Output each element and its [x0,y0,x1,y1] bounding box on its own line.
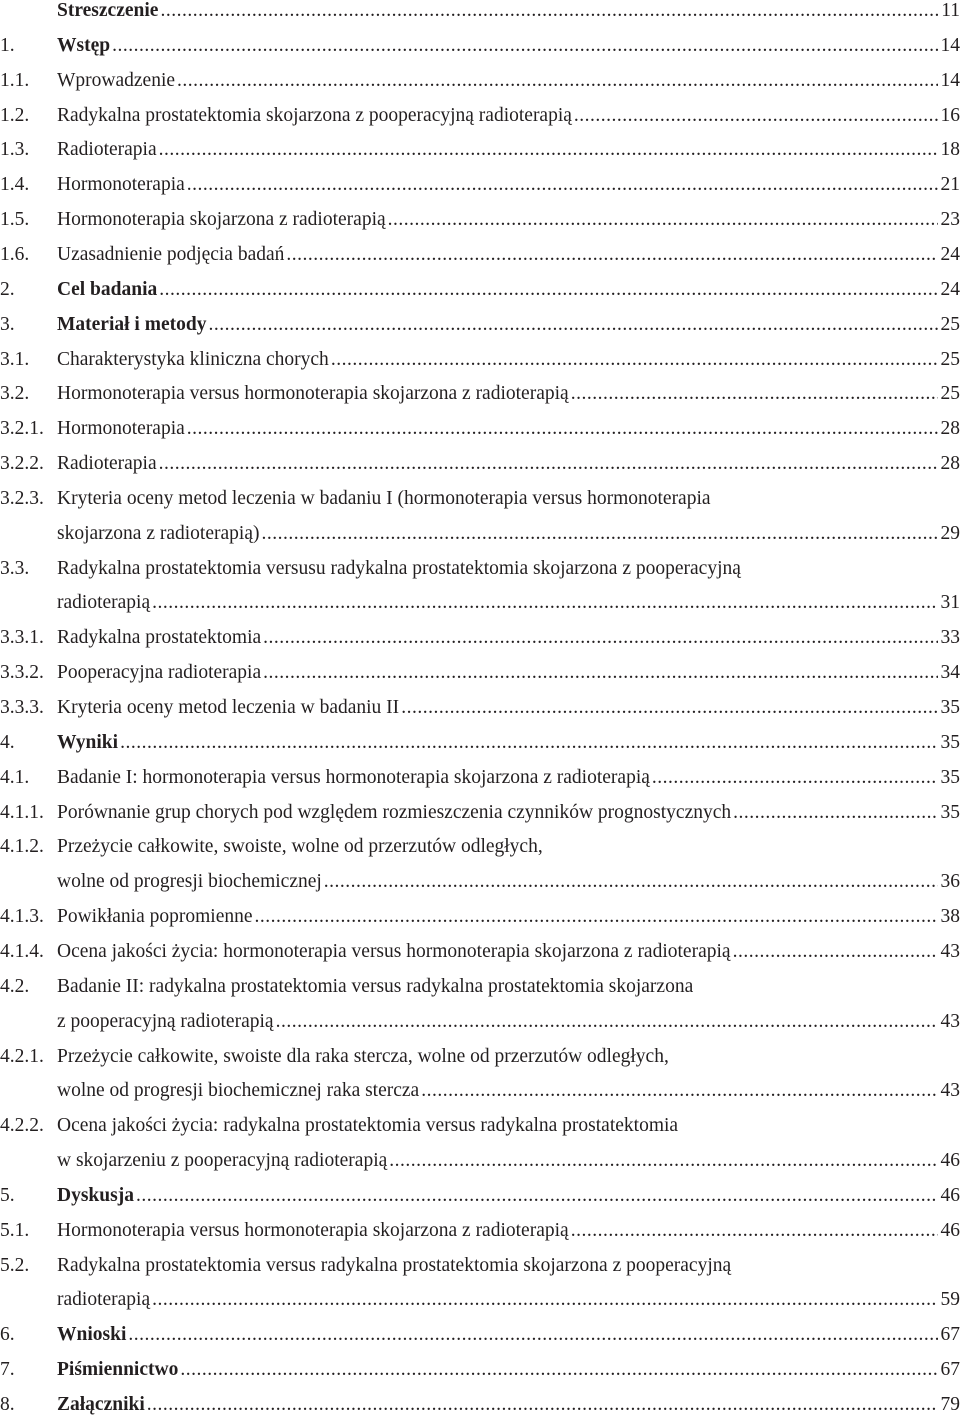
toc-entry-title: Wstęp [57,35,110,57]
toc-entry-page-number: 25 [941,314,960,336]
toc-entry-number: 1.5. [0,209,29,231]
toc-entry-title: w skojarzeniu z pooperacyjną radioterapią [57,1150,387,1172]
toc-leader-dots [208,314,937,336]
toc-entry-title-line: Przeżycie całkowite, swoiste, wolne od przerzutów odległych, [57,836,543,858]
toc-entry-title-line: Ocena jakości życia: radykalna prostatektomia versus radykalna prostatektomia [57,1115,678,1137]
toc-entry-title: Hormonoterapia [57,174,185,196]
toc-entry-title-line: Kryteria oceny metod leczenia w badaniu I (hormonoterapia versus hormonoterapia [57,488,711,510]
toc-entry-title: Wyniki [57,732,118,754]
toc-entry-title: Radykalna prostatektomia [57,627,261,649]
toc-leader-dots [187,174,938,196]
toc-entry-page-number: 23 [941,209,960,231]
toc-entry-page-number: 25 [941,383,960,405]
toc-entry-number: 8. [0,1394,15,1416]
toc-entry-title: Charakterystyka kliniczna chorych [57,349,329,371]
toc-entry-number: 7. [0,1359,15,1381]
toc-entry-number: 3.3. [0,558,29,580]
toc-entry-title: wolne od progresji biochemicznej [57,871,322,893]
toc-entry-title-line: Radykalna prostatektomia versusu radykalna prostatektomia skojarzona z pooperacyjną [57,558,741,580]
toc-entry-title: Hormonoterapia versus hormonoterapia skojarzona z radioterapią [57,383,569,405]
toc-entry-title: Pooperacyjna radioterapia [57,662,261,684]
toc-entry-number: 4.1.3. [0,906,44,928]
toc-entry-title: Uzasadnienie podjęcia badań [57,244,284,266]
toc-entry-title: Hormonoterapia versus hormonoterapia skojarzona z radioterapią [57,1220,569,1242]
toc-entry-page-number: 46 [941,1150,960,1172]
toc-leader-dots [571,1220,938,1242]
toc-leader-dots [112,35,937,57]
toc-leader-dots [263,662,937,684]
toc-leader-dots [401,697,937,719]
toc-entry-number: 4.1. [0,767,29,789]
toc-entry-title: z pooperacyjną radioterapią [57,1011,274,1033]
toc-entry-number: 4.2.1. [0,1046,44,1068]
toc-entry-title: Powikłania popromienne [57,906,253,928]
toc-entry-title-line: Radykalna prostatektomia versus radykalna prostatektomia skojarzona z pooperacyjną [57,1255,731,1277]
toc-leader-dots [159,139,938,161]
toc-entry-title: radioterapią [57,592,150,614]
toc-leader-dots [574,105,938,127]
toc-leader-dots [652,767,938,789]
toc-entry-title: skojarzona z radioterapią) [57,523,259,545]
toc-entry-title: Materiał i metody [57,314,206,336]
toc-entry-title: Wprowadzenie [57,70,175,92]
toc-entry-number: 3.2.3. [0,488,44,510]
toc-entry-number: 3.3.2. [0,662,44,684]
toc-entry-page-number: 67 [941,1324,960,1346]
toc-entry-number: 5.2. [0,1255,29,1277]
toc-entry-title: Porównanie grup chorych pod względem rozmieszczenia czynników prognostycznych [57,802,731,824]
toc-entry-number: 1.4. [0,174,29,196]
toc-leader-dots [159,453,938,475]
toc-entry-page-number: 16 [941,105,960,127]
toc-leader-dots [388,209,938,231]
toc-entry-page-number: 35 [941,697,960,719]
toc-entry-page-number: 46 [941,1220,960,1242]
toc-entry-number: 4. [0,732,15,754]
toc-leader-dots [286,244,937,266]
toc-entry-number: 3.2. [0,383,29,405]
toc-entry-page-number: 43 [941,1011,960,1033]
toc-entry-title: Dyskusja [57,1185,134,1207]
toc-leader-dots [324,871,938,893]
toc-entry-page-number: 21 [941,174,960,196]
toc-leader-dots [571,383,938,405]
toc-entry-page-number: 38 [941,906,960,928]
toc-leader-dots [733,802,937,824]
toc-entry-title: wolne od progresji biochemicznej raka stercza [57,1080,419,1102]
toc-entry-title: Kryteria oceny metod leczenia w badaniu II [57,697,399,719]
toc-entry-title: Cel badania [57,279,157,301]
toc-entry-page-number: 11 [941,0,960,22]
toc-leader-dots [331,349,938,371]
toc-entry-page-number: 14 [941,70,960,92]
toc-entry-number: 3.3.3. [0,697,44,719]
toc-leader-dots [263,627,937,649]
toc-entry-number: 5. [0,1185,15,1207]
toc-entry-number: 3. [0,314,15,336]
toc-entry-page-number: 36 [941,871,960,893]
toc-leader-dots [177,70,937,92]
toc-entry-title: Badanie I: hormonoterapia versus hormonoterapia skojarzona z radioterapią [57,767,650,789]
toc-entry-title: Hormonoterapia skojarzona z radioterapią [57,209,386,231]
toc-entry-page-number: 29 [941,523,960,545]
toc-entry-page-number: 25 [941,349,960,371]
toc-leader-dots [261,523,937,545]
toc-entry-number: 1.3. [0,139,29,161]
toc-leader-dots [421,1080,937,1102]
toc-entry-title: Streszczenie [57,0,158,22]
toc-leader-dots [120,732,937,754]
toc-entry-page-number: 28 [941,453,960,475]
toc-entry-page-number: 43 [941,1080,960,1102]
toc-entry-page-number: 67 [941,1359,960,1381]
toc-entry-page-number: 33 [941,627,960,649]
toc-entry-number: 4.2.2. [0,1115,44,1137]
toc-entry-page-number: 43 [941,941,960,963]
toc-entry-number: 3.2.1. [0,418,44,440]
toc-entry-title: Radioterapia [57,453,157,475]
toc-leader-dots [147,1394,938,1416]
toc-entry-number: 4.1.4. [0,941,44,963]
toc-entry-title-line: Przeżycie całkowite, swoiste dla raka stercza, wolne od przerzutów odległych, [57,1046,669,1068]
toc-leader-dots [187,418,938,440]
toc-leader-dots [136,1185,938,1207]
toc-entry-number: 3.1. [0,349,29,371]
toc-leader-dots [276,1011,938,1033]
toc-leader-dots [389,1150,937,1172]
toc-entry-number: 4.1.1. [0,802,44,824]
toc-leader-dots [152,1289,937,1311]
toc-leader-dots [160,0,938,22]
toc-entry-page-number: 14 [941,35,960,57]
toc-entry-page-number: 35 [941,767,960,789]
toc-entry-number: 2. [0,279,15,301]
toc-leader-dots [733,941,938,963]
toc-leader-dots [152,592,937,614]
toc-entry-number: 1.1. [0,70,29,92]
toc-leader-dots [180,1359,937,1381]
toc-entry-title: Radykalna prostatektomia skojarzona z pooperacyjną radioterapią [57,105,572,127]
toc-entry-title-line: Badanie II: radykalna prostatektomia versus radykalna prostatektomia skojarzona [57,976,693,998]
toc-entry-number: 1. [0,35,15,57]
toc-entry-page-number: 24 [941,244,960,266]
toc-entry-page-number: 24 [941,279,960,301]
toc-entry-page-number: 46 [941,1185,960,1207]
toc-entry-number: 6. [0,1324,15,1346]
toc-entry-number: 5.1. [0,1220,29,1242]
toc-entry-number: 1.6. [0,244,29,266]
toc-entry-page-number: 18 [941,139,960,161]
toc-entry-title: Wnioski [57,1324,126,1346]
toc-leader-dots [255,906,938,928]
toc-entry-number: 1.2. [0,105,29,127]
toc-entry-number: 3.2.2. [0,453,44,475]
toc-leader-dots [128,1324,937,1346]
toc-entry-page-number: 79 [941,1394,960,1416]
toc-entry-page-number: 34 [941,662,960,684]
toc-entry-title: radioterapią [57,1289,150,1311]
toc-entry-number: 4.2. [0,976,29,998]
toc-entry-title: Hormonoterapia [57,418,185,440]
toc-entry-page-number: 59 [941,1289,960,1311]
toc-entry-title: Radioterapia [57,139,157,161]
toc-entry-number: 4.1.2. [0,836,44,858]
toc-entry-page-number: 35 [941,732,960,754]
toc-leader-dots [159,279,937,301]
toc-entry-page-number: 35 [941,802,960,824]
toc-entry-page-number: 28 [941,418,960,440]
toc-entry-title: Załączniki [57,1394,145,1416]
toc-entry-page-number: 31 [941,592,960,614]
toc-entry-title: Piśmiennictwo [57,1359,178,1381]
toc-entry-number: 3.3.1. [0,627,44,649]
toc-entry-title: Ocena jakości życia: hormonoterapia versus hormonoterapia skojarzona z radioterapią [57,941,731,963]
